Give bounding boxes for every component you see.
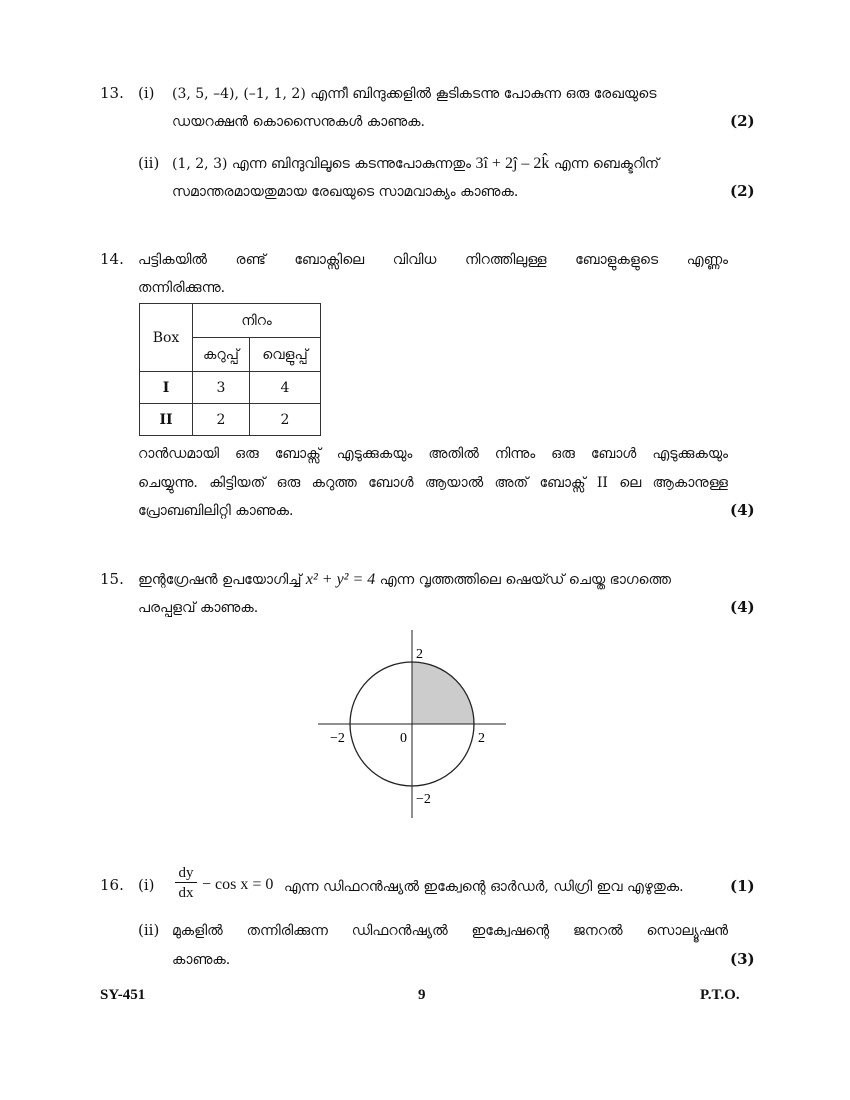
table-cell-box: I bbox=[140, 372, 193, 404]
q16-i-label: (i) bbox=[138, 876, 155, 894]
label-left: −2 bbox=[330, 731, 345, 746]
q16-number: 16. bbox=[100, 876, 124, 894]
q16-ii-line1: മുകളിൽ തന്നിരിക്കുന്ന ഡിഫറൻഷ്യൽ ഇക്വേഷന്റെ ജനറൽ സൊല്യൂഷൻ bbox=[172, 923, 728, 939]
q15-line2: പരപ്പളവ് കാണുക. bbox=[138, 600, 259, 616]
footer-pto: P.T.O. bbox=[700, 987, 740, 1003]
shaded-quadrant bbox=[412, 662, 474, 724]
q16-i-text: എന്ന ഡിഫറൻഷ്യൽ ഇക്വേന്റെ ഓർഡർ, ഡിഗ്രി ഇവ എഴുതുക. bbox=[284, 879, 684, 895]
table-cell-box: II bbox=[140, 404, 193, 436]
q14-intro1: പട്ടികയിൽ രണ്ട് ബോക്സിലെ വിവിധ നിറത്തിലുള്ള ബോളുകളുടെ എണ്ണം bbox=[138, 252, 728, 268]
table-cell-black: 2 bbox=[193, 404, 250, 436]
q15-marks: (4) bbox=[730, 598, 755, 616]
q14-intro2: തന്നിരിക്കുന്നു. bbox=[138, 280, 226, 296]
q13-i-line1: (3, 5, –4), (–1, 1, 2) എന്നീ ബിന്ദുക്കളിൽ കൂടികടന്നു പോകുന്ന ഒരു രേഖയുടെ bbox=[172, 86, 657, 102]
q13-ii-line1-pre: (1, 2, 3) എന്ന ബിന്ദുവിലൂടെ കടന്നുപോകുന്നതും bbox=[172, 156, 472, 172]
q15-line1 bbox=[138, 570, 671, 590]
table-row bbox=[140, 372, 321, 404]
q15-line1-pre: ഇന്റഗ്രേഷൻ ഉപയോഗിച്ച് bbox=[138, 572, 302, 588]
label-bottom: −2 bbox=[416, 792, 431, 807]
table-header-box: Box bbox=[140, 304, 193, 372]
label-right: 2 bbox=[478, 731, 485, 746]
q13-number: 13. bbox=[100, 84, 124, 102]
q15-number: 15. bbox=[100, 570, 124, 588]
q16-ii-label: (ii) bbox=[138, 921, 160, 939]
label-origin: 0 bbox=[400, 731, 407, 746]
q13-ii-line2: സമാന്തരമായതുമായ രേഖയുടെ സാമവാക്യം കാണുക. bbox=[172, 184, 519, 200]
q15-equation: x² + y² = 4 bbox=[305, 571, 376, 588]
table-header-white: വെളുപ്പ് bbox=[249, 338, 320, 372]
table-cell-white: 2 bbox=[249, 404, 320, 436]
table-row bbox=[140, 404, 321, 436]
q16-ii-line2: കാണുക. bbox=[172, 952, 231, 968]
q14-number: 14. bbox=[100, 250, 124, 268]
footer-code: SY-451 bbox=[100, 987, 146, 1003]
q13-ii-line1 bbox=[172, 154, 659, 174]
q14-table bbox=[139, 303, 321, 436]
table-cell-black: 3 bbox=[193, 372, 250, 404]
q14-body1: റാൻഡമായി ഒരു ബോക്സ് എടുക്കുകയും അതിൽ നിന്നും ഒരു ബോൾ എടുക്കുകയും bbox=[138, 446, 728, 462]
table-header-color: നിറം bbox=[193, 304, 321, 338]
footer-page-number: 9 bbox=[418, 987, 426, 1003]
fraction-denominator: dx bbox=[178, 885, 194, 901]
fraction-numerator: dy bbox=[175, 864, 197, 883]
q13-i-line2: ഡയറക്ഷൻ കൊസൈനുകൾ കാണുക. bbox=[172, 114, 425, 130]
q13-ii-marks: (2) bbox=[730, 182, 755, 200]
table-cell-white: 4 bbox=[249, 372, 320, 404]
circle-figure bbox=[300, 625, 520, 825]
q15-line1-post: എന്ന വൃത്തത്തിലെ ഷെയ്ഡ് ചെയ്ത ഭാഗത്തെ bbox=[379, 572, 671, 588]
q16-i-expr: − cos x = 0 bbox=[202, 876, 274, 893]
q13-i-marks: (2) bbox=[730, 112, 755, 130]
q16-ii-marks: (3) bbox=[730, 950, 755, 968]
q14-marks: (4) bbox=[730, 501, 755, 519]
table-header-black: കറുപ്പ് bbox=[193, 338, 250, 372]
q14-body3: പ്രോബബിലിറ്റി കാണുക. bbox=[138, 503, 294, 519]
q16-i-fraction bbox=[175, 864, 197, 903]
q16-i-marks: (1) bbox=[730, 877, 755, 895]
q13-ii-label: (ii) bbox=[138, 154, 160, 172]
q13-ii-vector: 3î + 2ĵ – 2k̂ bbox=[475, 155, 550, 172]
q13-ii-line1-post: എന്ന ബെക്ടറിന് bbox=[553, 156, 659, 172]
q14-body2: ചെയ്യുന്നു. കിട്ടിയത് ഒരു കറുത്ത ബോൾ ആയാൽ അത് ബോക്സ് II ലെ ആകാനുള്ള bbox=[138, 475, 728, 491]
q13-i-label: (i) bbox=[138, 84, 155, 102]
label-top: 2 bbox=[416, 647, 423, 662]
